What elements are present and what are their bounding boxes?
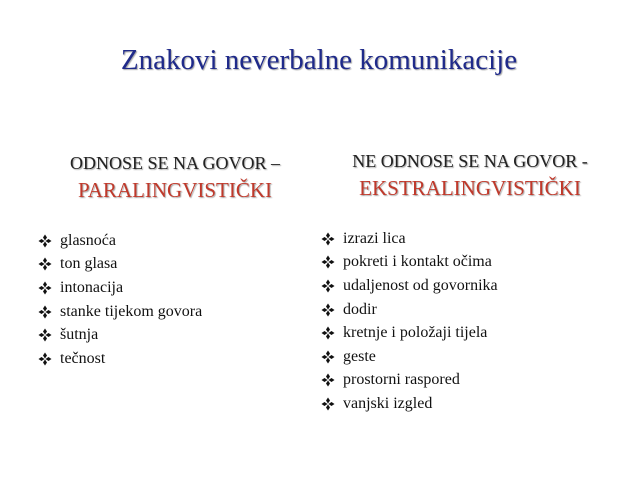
list-item-text: glasnoća [60,231,116,249]
four-diamond-bullet-icon [321,255,335,269]
list-item [321,321,498,345]
list-item [321,251,498,275]
right-column-heading [330,150,610,201]
list-item-text: izrazi lica [343,229,406,247]
four-diamond-bullet-icon [38,352,52,366]
list-item [38,229,202,253]
list-item-text: intonacija [60,278,124,296]
four-diamond-bullet-icon [321,303,335,317]
list-item-text: ton glasa [60,255,118,273]
list-item-text: dodir [343,300,377,318]
list-item [321,369,498,393]
list-item [321,345,498,369]
list-item [38,276,202,300]
list-item [38,347,202,371]
list-item [321,392,498,416]
list-item [321,227,498,251]
list-item-text: udaljenost od govornika [343,276,498,294]
four-diamond-bullet-icon [321,350,335,364]
list-item-text: stanke tijekom govora [60,302,203,320]
four-diamond-bullet-icon [321,397,335,411]
four-diamond-bullet-icon [38,234,52,248]
left-heading-line2: PARALINGVISTIČKI [77,178,273,202]
four-diamond-bullet-icon [321,373,335,387]
four-diamond-bullet-icon [321,326,335,340]
right-heading-line2: EKSTRALINGVISTIČKI [359,176,581,200]
list-item-text: kretnje i položaji tijela [343,324,488,342]
left-bullet-list [38,229,202,371]
left-column-heading [52,152,298,203]
four-diamond-bullet-icon [38,281,52,295]
list-item-text: vanjski izgled [343,394,433,412]
list-item [38,300,202,324]
slide-title: Znakovi neverbalne komunikacije [120,44,518,76]
list-item-text: prostorni raspored [343,371,460,389]
list-item [38,323,202,347]
four-diamond-bullet-icon [38,305,52,319]
list-item-text: tečnost [60,349,106,367]
list-item-text: šutnja [60,326,99,344]
list-item [321,274,498,298]
list-item [38,253,202,277]
right-bullet-list [321,227,498,416]
list-item-text: pokreti i kontakt očima [343,253,492,271]
four-diamond-bullet-icon [38,257,52,271]
four-diamond-bullet-icon [321,232,335,246]
left-heading-line1: ODNOSE SE NA GOVOR – [69,153,280,173]
list-item [321,298,498,322]
right-heading-line1: NE ODNOSE SE NA GOVOR - [352,151,588,171]
list-item-text: geste [343,347,376,365]
four-diamond-bullet-icon [38,328,52,342]
four-diamond-bullet-icon [321,279,335,293]
